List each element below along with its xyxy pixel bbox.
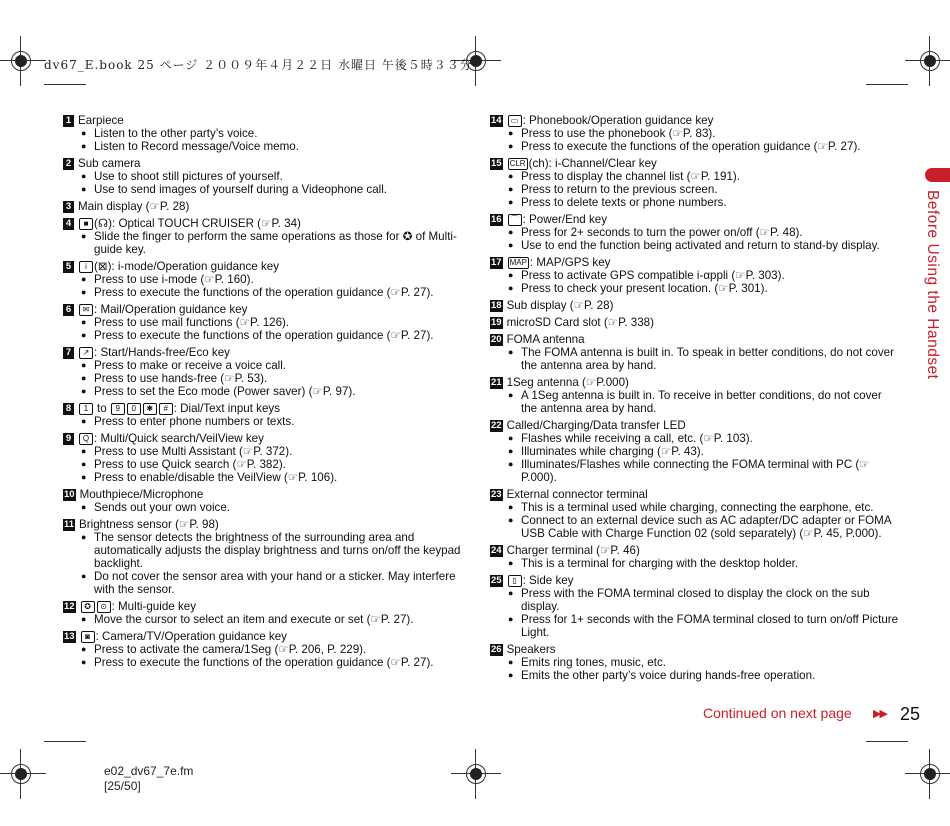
key-icon: ↗ (79, 347, 93, 359)
key-icon: 1 (79, 403, 93, 415)
key-icon: MAP (509, 257, 527, 267)
bullet-item: ● Press to use Multi Assistant (☞P. 372). (63, 445, 463, 458)
bullet-item: ● Press to use hands-free (☞P. 53). (63, 372, 463, 385)
item-heading (63, 157, 463, 170)
double-right-arrow-icon: ▶▶ (873, 708, 886, 720)
item-title: : MAP/GPS key (529, 256, 611, 269)
item-number-badge: 7 (63, 347, 74, 359)
bullet-item: ● Press to activate the camera/1Seg (☞P. 206, P. 229). (63, 643, 463, 656)
key-icon: ✉ (79, 304, 93, 316)
bullet-item: ● Press to execute the functions of the operation guidance (☞P. 27). (63, 329, 463, 342)
bullet-item: ● Press to display the channel list (☞P. 191). (490, 170, 900, 183)
item-title: : Multi-guide key (111, 600, 196, 613)
item-number-badge: 25 (491, 574, 502, 586)
list-item (63, 303, 463, 342)
key-icon: ✪ (81, 601, 95, 613)
item-number-badge: 20 (491, 333, 502, 345)
key-icon: 0 (127, 403, 141, 415)
list-item (63, 600, 463, 626)
list-item (63, 346, 463, 398)
bullet-item: ● Emits the other party’s voice during hands-free operation. (490, 669, 900, 682)
item-number-badge: 11 (64, 518, 75, 530)
list-item (490, 157, 900, 209)
crop-mark-bottom-center (451, 749, 501, 799)
list-item (490, 114, 900, 153)
item-heading (63, 303, 463, 316)
list-item (490, 574, 900, 639)
item-number-badge: 26 (491, 643, 502, 655)
item-title: Main display (☞P. 28) (78, 200, 190, 213)
bullet-list (63, 415, 463, 428)
item-heading (63, 260, 463, 273)
key-icon: ■ (79, 218, 93, 230)
bullet-item: ● Press to execute the functions of the operation guidance (☞P. 27). (63, 656, 463, 669)
item-heading (63, 200, 463, 213)
bullet-item: ● Press to use i-mode (☞P. 160). (63, 273, 463, 286)
item-number-badge: 15 (491, 157, 502, 169)
key-icon: i (79, 261, 93, 273)
list-item (490, 299, 900, 312)
right-column (490, 114, 900, 686)
bullet-item: ● Listen to the other party’s voice. (63, 127, 463, 140)
item-heading (490, 419, 900, 432)
bullet-list (63, 316, 463, 342)
bullet-list (490, 269, 900, 295)
bullet-item: ● Press to activate GPS compatible i-αppli (☞P. 303). (490, 269, 900, 282)
bullet-item: ● Press to enter phone numbers or texts. (63, 415, 463, 428)
bullet-item: ● The sensor detects the brightness of the surrounding area and automatically adjusts the display brightness and turns on/off the keypad backlight. (63, 531, 463, 570)
bullet-item: ● Press for 2+ seconds to turn the power on/off (☞P. 48). (490, 226, 900, 239)
item-heading (490, 376, 900, 389)
bullet-item: ● A 1Seg antenna is built in. To receive in better conditions, do not cover the antenna area by hand. (490, 389, 900, 415)
list-item (63, 217, 463, 256)
left-column (63, 114, 463, 673)
item-number-badge: 5 (63, 261, 74, 273)
bullet-item: ● Press to use mail functions (☞P. 126). (63, 316, 463, 329)
bullet-list (490, 501, 900, 540)
bullet-list (63, 613, 463, 626)
list-item (63, 200, 463, 213)
bullet-item: ● Press to enable/disable the VeilView (☞P. 106). (63, 471, 463, 484)
item-number-badge: 23 (491, 488, 502, 500)
file-pages: [25/50] (104, 779, 141, 793)
bullet-item: ● Press to return to the previous screen. (490, 183, 900, 196)
bullet-list (490, 557, 900, 570)
bullet-list (63, 501, 463, 514)
bullet-item: ● The FOMA antenna is built in. To speak in better conditions, do not cover the antenna area by hand. (490, 346, 900, 372)
key-icon: ▭ (508, 115, 522, 127)
trim-line-bottom (44, 741, 86, 742)
bullet-item: ● Move the cursor to select an item and execute or set (☞P. 27). (63, 613, 463, 626)
item-number-badge: 16 (491, 213, 502, 225)
list-item (63, 114, 463, 153)
list-item (490, 488, 900, 540)
item-number-badge: 1 (63, 115, 74, 127)
key-icon: ◙ (81, 631, 95, 643)
bullet-item: ● Press to check your present location. (☞P. 301). (490, 282, 900, 295)
bullet-item: ● Use to send images of yourself during a Videophone call. (63, 183, 463, 196)
bullet-item: ● Press to use the phonebook (☞P. 83). (490, 127, 900, 140)
item-title: : Multi/Quick search/VeilView key (94, 432, 264, 445)
list-item (490, 544, 900, 570)
section-label (907, 190, 947, 400)
bullet-item: ● Illuminates/Flashes while connecting the FOMA terminal with PC (☞P.000). (490, 458, 900, 484)
bullet-item: ● Use to end the function being activated and return to stand-by display. (490, 239, 900, 252)
list-item (490, 316, 900, 329)
item-heading (490, 213, 900, 226)
item-number-badge: 9 (63, 433, 74, 445)
bullet-list (63, 273, 463, 299)
bullet-list (63, 445, 463, 484)
item-heading (63, 346, 463, 359)
item-heading (63, 217, 463, 230)
crop-mark-top-left (0, 36, 46, 86)
bullet-item: ● Press with the FOMA terminal closed to display the clock on the sub display. (490, 587, 900, 613)
item-title: Earpiece (78, 114, 124, 127)
list-item (63, 518, 463, 596)
item-heading (63, 630, 463, 643)
key-icon: ⌒ (508, 214, 522, 226)
list-item (490, 333, 900, 372)
item-title: Mouthpiece/Microphone (79, 488, 204, 501)
item-heading (63, 518, 463, 531)
item-title: : Mail/Operation guidance key (94, 303, 248, 316)
item-title: (⊠): i-mode/Operation guidance key (94, 260, 279, 273)
list-item (63, 630, 463, 669)
trim-line-top (44, 84, 86, 85)
item-title: : Phonebook/Operation guidance key (522, 114, 714, 127)
item-title: External connector terminal (506, 488, 648, 501)
file-info (104, 764, 193, 794)
item-title: Speakers (506, 643, 556, 656)
item-heading (490, 574, 900, 587)
crop-mark-top-right (905, 36, 950, 86)
item-title: Sub display (☞P. 28) (506, 299, 614, 312)
item-number-badge: 10 (64, 488, 75, 500)
key-icon: # (159, 403, 173, 415)
bullet-item: ● Slide the finger to perform the same operations as those for ✪ of Multi-guide key. (63, 230, 463, 256)
file-name: e02_dv67_7e.fm (104, 764, 194, 778)
bullet-list (63, 170, 463, 196)
key-icon: ✱ (143, 403, 157, 415)
bullet-list (490, 587, 900, 639)
item-heading (490, 544, 900, 557)
item-number-badge: 21 (491, 376, 502, 388)
bullet-item: ● Press to delete texts or phone numbers. (490, 196, 900, 209)
bullet-item: ● Flashes while receiving a call, etc. (☞P. 103). (490, 432, 900, 445)
bullet-item: ● Emits ring tones, music, etc. (490, 656, 900, 669)
item-title: Sub camera (78, 157, 141, 170)
key-icon: Q (79, 433, 93, 445)
item-heading (490, 256, 900, 269)
list-item (490, 213, 900, 252)
list-item (490, 376, 900, 415)
list-item (63, 260, 463, 299)
item-title: microSD Card slot (☞P. 338) (506, 316, 654, 329)
item-number-badge: 19 (491, 316, 502, 328)
list-item (490, 419, 900, 484)
item-heading (63, 402, 463, 415)
item-heading (63, 488, 463, 501)
item-heading (490, 114, 900, 127)
list-item (63, 157, 463, 196)
item-heading (63, 114, 463, 127)
bullet-list (63, 643, 463, 669)
item-number-badge: 4 (63, 218, 74, 230)
print-header: dv67_E.book 25 ページ ２００９年４月２２日 水曜日 午後５時３３分 (44, 58, 473, 72)
item-heading (490, 299, 900, 312)
item-title: : Camera/TV/Operation guidance key (95, 630, 287, 643)
item-title: FOMA antenna (506, 333, 585, 346)
item-heading (490, 316, 900, 329)
item-number-badge: 17 (491, 256, 502, 268)
bullet-list (490, 656, 900, 682)
key-range-text: to (97, 402, 107, 415)
bullet-item: ● Use to shoot still pictures of yourself. (63, 170, 463, 183)
item-heading (490, 643, 900, 656)
crop-mark-bottom-right (905, 749, 950, 799)
bullet-item: ● Press to execute the functions of the operation guidance (☞P. 27). (63, 286, 463, 299)
item-heading (63, 432, 463, 445)
item-heading (63, 600, 463, 613)
item-title: Brightness sensor (☞P. 98) (79, 518, 219, 531)
item-number-badge: 24 (491, 544, 502, 556)
key-icon: 9 (111, 403, 125, 415)
continued-label: Continued on next page (703, 705, 852, 721)
item-heading (490, 488, 900, 501)
trim-line-top-right (866, 84, 908, 85)
item-title: Called/Charging/Data transfer LED (506, 419, 686, 432)
page-number: 25 (900, 704, 921, 724)
bullet-list (490, 389, 900, 415)
item-number-badge: 22 (491, 419, 502, 431)
bullet-list (63, 359, 463, 398)
section-tab (925, 168, 950, 182)
bullet-list (490, 170, 900, 209)
bullet-item: ● This is a terminal for charging with the desktop holder. (490, 557, 900, 570)
item-number-badge: 2 (63, 158, 74, 170)
bullet-item: ● Press to execute the functions of the operation guidance (☞P. 27). (490, 140, 900, 153)
item-number-badge: 12 (64, 600, 75, 612)
list-item (63, 488, 463, 514)
item-number-badge: 6 (63, 304, 74, 316)
trim-line-bottom-right (866, 741, 908, 742)
item-title: 1Seg antenna (☞P.000) (506, 376, 629, 389)
bullet-list (490, 432, 900, 484)
bullet-item: ● Press for 1+ seconds with the FOMA terminal closed to turn on/off Picture Light. (490, 613, 900, 639)
item-title: : Start/Hands-free/Eco key (94, 346, 230, 359)
bullet-item: ● Connect to an external device such as AC adapter/DC adapter or FOMA USB Cable with Charge Function 02 (sold separately) (☞P. 45, P.000). (490, 514, 900, 540)
bullet-list (490, 346, 900, 372)
bullet-list (490, 226, 900, 252)
item-title: : Dial/Text input keys (173, 402, 280, 415)
item-number-badge: 8 (63, 403, 74, 415)
bullet-item: ● This is a terminal used while charging, connecting the earphone, etc. (490, 501, 900, 514)
key-icon: ⊙ (97, 601, 111, 613)
key-icon: ▯ (508, 575, 522, 587)
item-title: (☊): Optical TOUCH CRUISER (☞P. 34) (94, 217, 301, 230)
item-number-badge: 18 (491, 299, 502, 311)
bullet-item: ● Press to make or receive a voice call. (63, 359, 463, 372)
list-item (63, 402, 463, 428)
bullet-item: ● Listen to Record message/Voice memo. (63, 140, 463, 153)
bullet-list (490, 127, 900, 153)
list-item (490, 643, 900, 682)
item-title: : Side key (522, 574, 574, 587)
bullet-item: ● Do not cover the sensor area with your hand or a sticker. May interfere with the sensor. (63, 570, 463, 596)
list-item (490, 256, 900, 295)
bullet-item: ● Press to set the Eco mode (Power saver) (☞P. 97). (63, 385, 463, 398)
item-title: Charger terminal (☞P. 46) (506, 544, 640, 557)
item-title: (ch): i-Channel/Clear key (528, 157, 657, 170)
bullet-item: ● Press to use Quick search (☞P. 382). (63, 458, 463, 471)
item-heading (490, 333, 900, 346)
bullet-item: ● Sends out your own voice. (63, 501, 463, 514)
item-title: : Power/End key (522, 213, 607, 226)
section-label-text: Before Using the Handset (924, 190, 941, 380)
item-number-badge: 14 (491, 114, 502, 126)
bullet-list (63, 127, 463, 153)
key-icon: CLR (509, 158, 526, 168)
crop-mark-bottom-left (0, 749, 46, 799)
bullet-list (63, 230, 463, 256)
bullet-item: ● Illuminates while charging (☞P. 43). (490, 445, 900, 458)
bullet-list (63, 531, 463, 596)
list-item (63, 432, 463, 484)
item-number-badge: 13 (64, 630, 75, 642)
item-number-badge: 3 (63, 201, 74, 213)
item-heading (490, 157, 900, 170)
